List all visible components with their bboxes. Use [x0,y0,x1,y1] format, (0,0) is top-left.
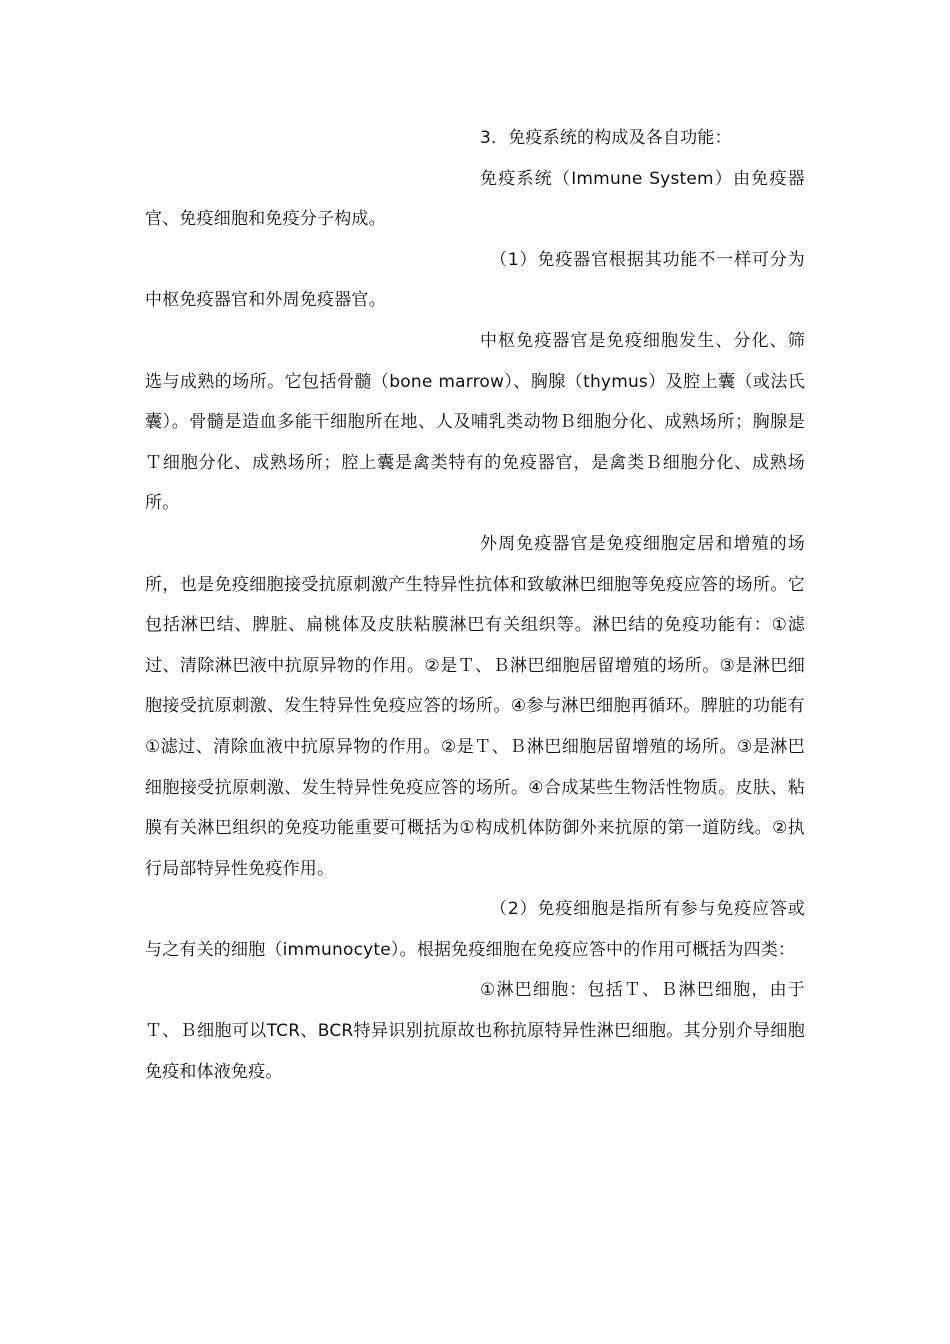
paragraph-immune-cells: （2）免疫细胞是指所有参与免疫应答或与之有关的细胞（immunocyte）。根据免疫细胞在免疫应答中的作用可概括为四类： [145,899,805,960]
paragraph-lymphocytes: ①淋巴细胞：包括Ｔ、Ｂ淋巴细胞，由于Ｔ、Ｂ细胞可以TCR、BCR特异识别抗原故也称抗原特异性淋巴细胞。其分别介导细胞免疫和体液免疫。 [145,980,805,1082]
paragraph-central-organs: 中枢免疫器官是免疫细胞发生、分化、筛选与成熟的场所。它包括骨髓（bone marrow）、胸腺（thymus）及腔上囊（或法氏囊）。骨髓是造血多能干细胞所在地、人及哺乳类动物Ｂ细胞分化、成熟场所；胸腺是Ｔ细胞分化、成熟场所；腔上囊是禽类特有的免疫器官，是禽类Ｂ细胞分化、成熟场所。 [145,330,805,514]
paragraph-immune-organs: （1）免疫器官根据其功能不一样可分为中枢免疫器官和外周免疫器官。 [145,249,805,311]
paragraph-immune-system: 免疫系统（Immune System）由免疫器官、免疫细胞和免疫分子构成。 [145,168,805,230]
document-body [145,118,805,1092]
paragraph-peripheral-organs: 外周免疫器官是免疫细胞定居和增殖的场所，也是免疫细胞接受抗原刺激产生特异性抗体和致敏淋巴细胞等免疫应答的场所。它包括淋巴结、脾脏、扁桃体及皮肤粘膜淋巴有关组织等。淋巴结的免疫功能有：①滤过、清除淋巴液中抗原异物的作用。②是Ｔ、Ｂ淋巴细胞居留增殖的场所。③是淋巴细胞接受抗原刺激、发生特异性免疫应答的场所。④参与淋巴细胞再循环。脾脏的功能有①滤过、清除血液中抗原异物的作用。②是Ｔ、Ｂ淋巴细胞居留增殖的场所。③是淋巴细胞接受抗原刺激、发生特异性免疫应答的场所。④合成某些生物活性物质。皮肤、粘膜有关淋巴组织的免疫功能重要可概括为①构成机体防御外来抗原的第一道防线。②执行局部特异性免疫作用。 [145,533,805,879]
section-heading: 3．免疫系统的构成及各自功能： [480,128,732,148]
